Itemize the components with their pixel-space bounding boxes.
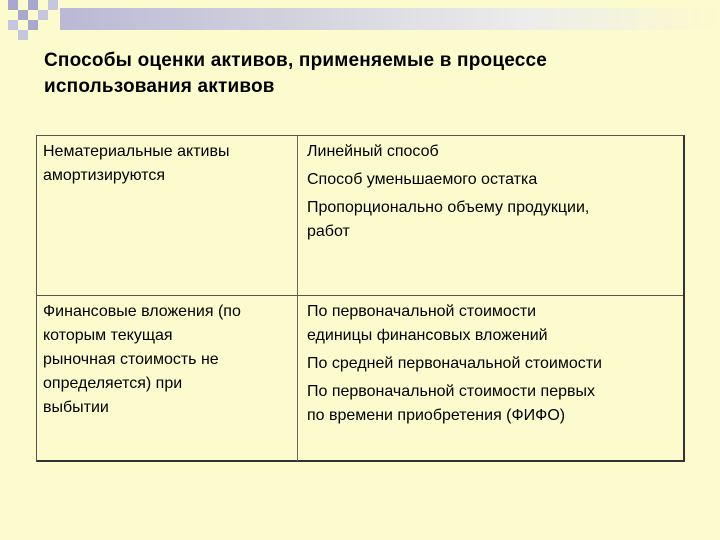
decor-square — [48, 0, 58, 10]
slide-title-line: использования активов — [44, 76, 275, 97]
method-list-cell — [307, 140, 682, 244]
decor-square — [8, 0, 18, 10]
method-item: Способ уменьшаемого остатка — [307, 171, 538, 188]
method-list-cell — [307, 300, 682, 428]
method-item: По первоначальной стоимости единицы финансовых вложений — [307, 303, 548, 344]
decor-square — [28, 20, 38, 30]
asset-type-cell: Финансовые вложения (по которым текущая рыночная стоимость не определяется) при выбытии — [43, 303, 241, 416]
methods-table — [36, 135, 685, 462]
method-item: По первоначальной стоимости первых по времени приобретения (ФИФО) — [307, 383, 595, 424]
decor-square — [18, 10, 28, 20]
decor-square — [8, 20, 18, 30]
table-row — [37, 296, 683, 461]
header-band — [60, 8, 720, 30]
slide-title-line: Способы оценки активов, применяемые в процессе — [44, 50, 548, 71]
column-divider — [297, 296, 298, 461]
decor-square — [38, 10, 48, 20]
method-item: По средней первоначальной стоимости — [307, 355, 602, 372]
slide-title — [44, 48, 684, 100]
column-divider — [297, 136, 298, 295]
asset-type-cell: Нематериальные активы амортизируются — [43, 143, 230, 184]
decor-square — [28, 0, 38, 10]
method-item: Пропорционально объему продукции, работ — [307, 199, 590, 240]
method-item: Линейный способ — [307, 143, 439, 160]
table-row — [37, 136, 683, 296]
decor-square — [18, 30, 28, 40]
